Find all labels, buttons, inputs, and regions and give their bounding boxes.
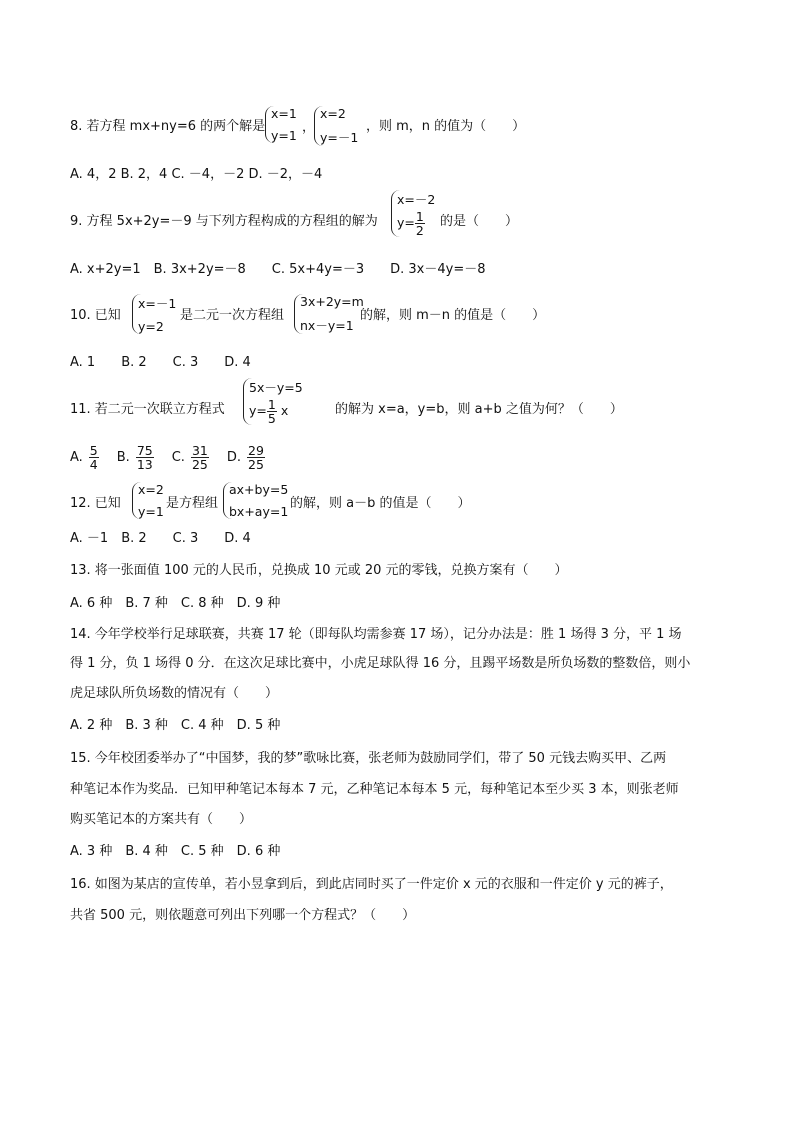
q9-prefix: 9. 方程 5x+2y=－9 与下列方程构成的方程组的解为 (70, 214, 378, 229)
q14-line-3: 虎足球队所负场数的情况有（ ） (70, 686, 279, 701)
q8-comma: ， (302, 120, 316, 135)
q12-prefix: 12. 已知 (70, 496, 121, 511)
q10-suffix: 的解，则 m－n 的值是（ ） (360, 308, 546, 323)
q8-system-1: x=1 y=1 (265, 106, 297, 143)
q11-option-d-value: $\frac{29}{25}$ (248, 443, 264, 473)
q12-options: A. －1 B. 2 C. 3 D. 4 (70, 531, 251, 546)
q8-system-2: x=2 y=－1 (314, 106, 358, 146)
q10-system-2: 3x+2y=m nx－y=1 (294, 294, 364, 334)
q15-line-2: 种笔记本作为奖品．已知甲种笔记本每本 7 元，乙种笔记本每本 5 元，每种笔记本至少买 3 本，则张老师 (70, 782, 679, 797)
q10-prefix: 10. 已知 (70, 308, 121, 323)
q8-suffix: ，则 m，n 的值为（ ） (366, 119, 526, 134)
q8-options: A. 4，2 B. 2，4 C. －4，－2 D. －2，－4 (70, 167, 323, 182)
q15-line-3: 购买笔记本的方案共有（ ） (70, 812, 253, 827)
q11-option-c-label: C. (171, 450, 185, 466)
q11-option-b-label: B. (116, 450, 130, 466)
q14-line-2: 得 1 分，负 1 场得 0 分．在这次足球比赛中，小虎足球队得 16 分，且踢平场数是所负场数的整数倍，则小 (70, 656, 691, 671)
q10-mid: 是二元一次方程组 (180, 308, 285, 323)
q10-system-1: x=－1 y=2 (132, 294, 176, 334)
q12-system-2: ax+by=5 bx+ay=1 (223, 482, 288, 519)
q14-line-1: 14. 今年学校举行足球联赛，共赛 17 轮（即每队均需参赛 17 场），记分办法是：胜 1 场得 3 分，平 1 场 (70, 627, 682, 642)
q11-option-a-label: A. (70, 450, 83, 466)
q11-option-b-value: $\frac{75}{13}$ (136, 443, 153, 473)
q16-line-1: 16. 如图为某店的宣传单，若小昱拿到后，到此店同时买了一件定价 x 元的衣服和一件定价 y 元的裤子， (70, 877, 673, 892)
q10-options: A. 1 B. 2 C. 3 D. 4 (70, 355, 251, 370)
q9-fraction: $\frac{1}{2}$ (415, 209, 424, 239)
q11-option-a-value: $\frac{5}{4}$ (89, 443, 98, 473)
q11-option-c-value: $\frac{31}{25}$ (191, 443, 208, 473)
q8-prefix: 8. 若方程 mx+ny=6 的两个解是 (70, 119, 266, 134)
q11-suffix: 的解为 x=a，y=b，则 a+b 之值为何？（ ） (335, 402, 623, 417)
q14-options: A. 2 种 B. 3 种 C. 4 种 D. 5 种 (70, 718, 281, 733)
q11-prefix: 11. 若二元一次联立方程式 (70, 402, 225, 417)
q11-system: 5x－y=5 y= $\frac{1}{5}$ x (243, 378, 303, 425)
q12-mid: 是方程组 (166, 496, 219, 511)
q13-text: 13. 将一张面值 100 元的人民币，兑换成 10 元或 20 元的零钱，兑换方案有（ ） (70, 563, 568, 578)
q16-line-2: 共省 500 元，则依题意可列出下列哪一个方程式？（ ） (70, 908, 416, 923)
q15-options: A. 3 种 B. 4 种 C. 5 种 D. 6 种 (70, 844, 281, 859)
q11-options (70, 444, 265, 471)
q12-suffix: 的解，则 a－b 的值是（ ） (290, 496, 471, 511)
q9-suffix: 的是（ ） (440, 214, 519, 229)
q11-fraction: $\frac{1}{5}$ (267, 397, 276, 427)
q9-system: x=－2 y= $\frac{1}{2}$ (391, 190, 435, 237)
q9-options: A. x+2y=1 B. 3x+2y=－8 C. 5x+4y=－3 D. 3x－4y=－8 (70, 262, 486, 277)
q11-option-d-label: D. (226, 450, 241, 466)
q15-line-1: 15. 今年校团委举办了“中国梦，我的梦”歌咏比赛，张老师为鼓励同学们，带了 50 元钱去购买甲、乙两 (70, 751, 667, 766)
q13-options: A. 6 种 B. 7 种 C. 8 种 D. 9 种 (70, 596, 281, 611)
q12-system-1: x=2 y=1 (132, 482, 164, 519)
